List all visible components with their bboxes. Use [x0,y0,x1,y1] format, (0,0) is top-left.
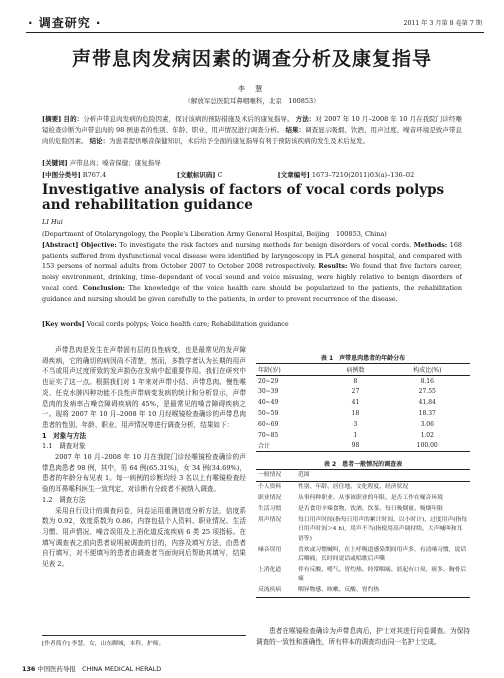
body-paragraph-right: 患者在喉镜检查确诊为声带息肉后，护士对其进行问卷调查。为保持调查的一致性和准确性，所有样本的调查均由同一名护士完成。 [256,627,470,646]
table-row [256,545,470,565]
table-header: 一般情况 [258,471,282,478]
table-row [256,493,470,504]
table-cell: 喜欢或习惯喊叫，在上呼吸道感染期间用声多，有清嗓习惯，说话后咽痛，长时间说话或唱歌后声嘶 [298,546,467,563]
result-label: 结果： [285,125,306,134]
table-cell: 从事何种职业、从事该职业的年限、是否工作在噪音环境 [298,494,443,501]
table-row [256,440,470,451]
english-department: (Department of Otolaryngology, the People's Liberation Army General Hospital, Beijing 100853, China) [42,230,387,238]
art-label: [文章编号] [277,171,310,179]
table-header: 构成比(%) [413,366,442,374]
result-text: 调查显示吸烟、饮酒、用声过度、噪音环境是致声带息肉的危险因素。 [42,125,462,145]
table-cell: 1.02 [420,431,434,439]
table-header: 范围 [298,471,310,478]
keywords-label: [关键词] [42,159,68,167]
purpose-text: 分析声带息肉发病的危险因素，探讨该病的预防措施及术后的康复指导。 [83,115,294,123]
header-rule [26,32,484,33]
table-cell: 职业情况 [258,494,282,501]
results-text: We found that five factors career, noisy environment, drinking, time–dependant of vocal sound and voice misusing, were highly relative to benign disorders of vocal cord. [42,262,462,292]
table-row [256,375,470,386]
table-cell: 伴有反酸、嗳气、胃灼热、经常咽痛、晨起有口臭、痰多、胸骨后痛 [298,567,467,583]
purpose-label: 目的： [63,115,84,123]
table-row [256,482,470,494]
table-cell: 合计 [258,443,271,451]
objective-label: Objective: [80,241,117,249]
table-header: 年龄(岁) [258,366,281,374]
page-footer [22,664,161,673]
table-row [256,565,470,585]
age-distribution-table [256,363,470,452]
table-cell: 个人资料 [258,483,282,490]
table-cell: 是否食用辛辣食物、饮酒、饮茶、每日吸烟量、吸烟年限 [298,505,443,512]
table-cell: 70~85 [258,431,279,439]
method-label: 方法： [295,115,316,123]
table-row [256,387,470,398]
conclusion-text: 为患者提供喉音保健知识，术后给予全面的康复指导有利于预防该疾病的发生及术后复发。 [109,136,370,145]
table-cell: 生活习惯 [258,505,282,512]
table-cell: 30~39 [258,388,279,396]
page-number: 136 [22,665,36,673]
clc-label: [中图分类号] [42,171,81,179]
table-cell: 性别、年龄、居住地、文化程度、经济状况 [298,483,409,490]
table-cell: 3.06 [420,420,434,428]
table-cell: 40~49 [258,399,279,407]
subsection-heading: 1.2 调查方法 [42,495,86,504]
abstract-en-label: [Abstract] [42,241,79,249]
english-title: Investigative analysis of factors of vocal cords polyps and rehabilitation guidance [42,182,445,213]
keywords-cn [42,158,462,167]
author: 李 慧 [237,85,267,93]
method-text: 对 2007 年 10 月–2008 年 10 月在我院门诊经喉镜检查诊断为声带息肉的 98 例患者的性别、年龄、职业、用声情况进行调查分析。 [42,115,462,134]
table-cell: 18.37 [418,410,436,418]
table-row [256,397,470,408]
table-cell: 用声情况 [258,516,282,523]
journal-name: 中国医药导报 CHINA MEDICAL HERALD [37,665,162,673]
table-cell: 3 [353,420,358,428]
table-cell: 41.84 [418,399,436,407]
objective-text: To investigate the risk factors and nursing methods for benign disorders of vocal cords. [119,241,412,249]
table-cell: 每日用声时间(指每日用声的累计时间，以小时计)，过度用声(指每日用声时间＞4 h)，用声不当(指使用高声调持续、大声喊叫和耳语等) [298,516,468,542]
results-label: Results: [318,262,348,271]
table-cell: 嗓音误用 [258,546,282,553]
keywords-text: 声带息肉；嗓音保健；康复指导 [69,159,161,167]
methods-label: Methods: [413,241,448,249]
abstract-label: [摘要] [42,115,62,123]
table-cell: 1 [353,431,358,439]
body-paragraph: 采用自行设计的调查问卷，问卷运用重测信度分析方法，信度系数为 0.92，效度系数为 0.86。内容包括个人资料、职业情况、生活习惯、用声情况、噪音误用及上消化道反流疾病 6 类 25 项指标。在填写调查表之前向患者说明被调查的目的，内容及填写方法，由患者自行填写，对不便填写的患者由调查者当面询问后帮助其填写，结果见表 2。 [42,506,246,569]
table-cell: 41 [351,399,360,407]
table-row [256,586,470,598]
table-row [256,504,470,515]
table-row [256,408,470,419]
table-cell: 20~29 [258,377,279,385]
conclusion-en-text: The knowledge of the voice health care should be popularized to the patients, the rehabilitation guidance and nursing should be given carefully to the patients, in order to prevent recurrence of the disease. [42,283,462,303]
table-header: 病例数 [346,366,365,374]
table-cell: 50~59 [258,410,279,418]
table-cell: 100.00 [416,442,438,450]
keywords-en-label: [Key words] [42,320,85,328]
table1-caption: 表 1 声带息肉患者的年龄分布 [320,355,406,362]
abstract-cn [42,114,462,146]
conclusion-label: 结论： [89,136,110,145]
table-cell: 上消化道 [258,567,282,574]
keywords-en [42,320,462,328]
table-cell: 98 [351,442,360,450]
english-author: LI Hui [42,218,63,226]
doc-value: C [217,171,223,179]
body-paragraph: 2007 年 10 月–2008 年 10 月在我院门诊经喉镜检查确诊的声带息肉患者 98 例，其中，男 64 例(65.31%)，女 34 例(34.69%)，患者的年龄分布见表 1。每一病例的诊断均经 3 名以上有喉镜检查经验的耳鼻喉科医生一致判定，对诊断有分歧者不被纳入调查。 [42,453,246,494]
subsection-heading: 1.1 调查对象 [42,442,86,451]
table-row [256,515,470,545]
issue-info: 2011 年 3 月第 8 卷第 7 期 [403,20,482,27]
table-cell: 27.55 [418,388,436,396]
body-paragraph: 声带息肉是发生在声带固有层的良性病变，也是最常见的发声障碍疾病，它的确切的病因尚不清楚，然而，多数学者认为长期的用声不当或用声过度所致的发声损伤在发病中起重要作用。我们在研究中也证实了这一点。根据我们对 1 年来对声带小结、声带息肉、慢性喉炎、任克水肿四种功能不良性声带病变发病的统计和分析显示，声带息肉的发病率占噪音障碍疾病的 45%，是最常见的嗓音障碍疾病之一。现将 2007 年 10 月–2008 年 10 月经喉镜检查确诊的声带息肉患者的性别、年龄、职业、用声情况等进行调查分析，结果如下： [42,346,246,429]
section-label: · 调查研究 · [28,16,102,30]
abstract-en [42,240,462,304]
doc-label: [文献标识码] [176,171,216,179]
methods-text: 168 patients suffered from dysfunctional vocal disease were identified by laryngoscopy in PLA general hospital, and compared with 153 persons of normal adults from October 2007 to October 2008 retrospectively. [42,241,462,271]
classification-line [42,170,462,179]
paper-title: 声带息肉发病因素的调查分析及康复指导 [71,48,432,70]
section-heading: 1 对象与方法 [42,431,87,440]
art-value: 1673–7210(2011)03(a)–136–02 [311,171,415,179]
table-cell: 咽异物感、咳嗽、反酸、胃灼热 [298,587,380,594]
conclusion-en-label: Conclusion: [82,283,126,292]
table-row [256,430,470,441]
table-cell: 8 [353,377,358,385]
author-footnote: [作者简介] 李慧，女，山东聊城，本科，护师。 [42,635,246,647]
body-left-column [42,345,246,570]
clc-value: R767.4 [82,171,107,179]
table2-caption: 表 2 患者一般情况的调查表 [323,461,403,468]
affiliation: （解放军总医院耳鼻咽喉科，北京 100853） [184,97,320,105]
table-cell: 18 [351,410,360,418]
table-row [256,419,470,430]
table-cell: 60~69 [258,420,279,428]
table-cell: 8.16 [420,377,434,385]
table-cell: 反流疾病 [258,587,282,594]
general-info-table [256,469,470,598]
table-cell: 27 [351,388,360,396]
keywords-en-text: Vocal cords polyps; Voice health care; Rehabilitation guidance [86,320,289,328]
